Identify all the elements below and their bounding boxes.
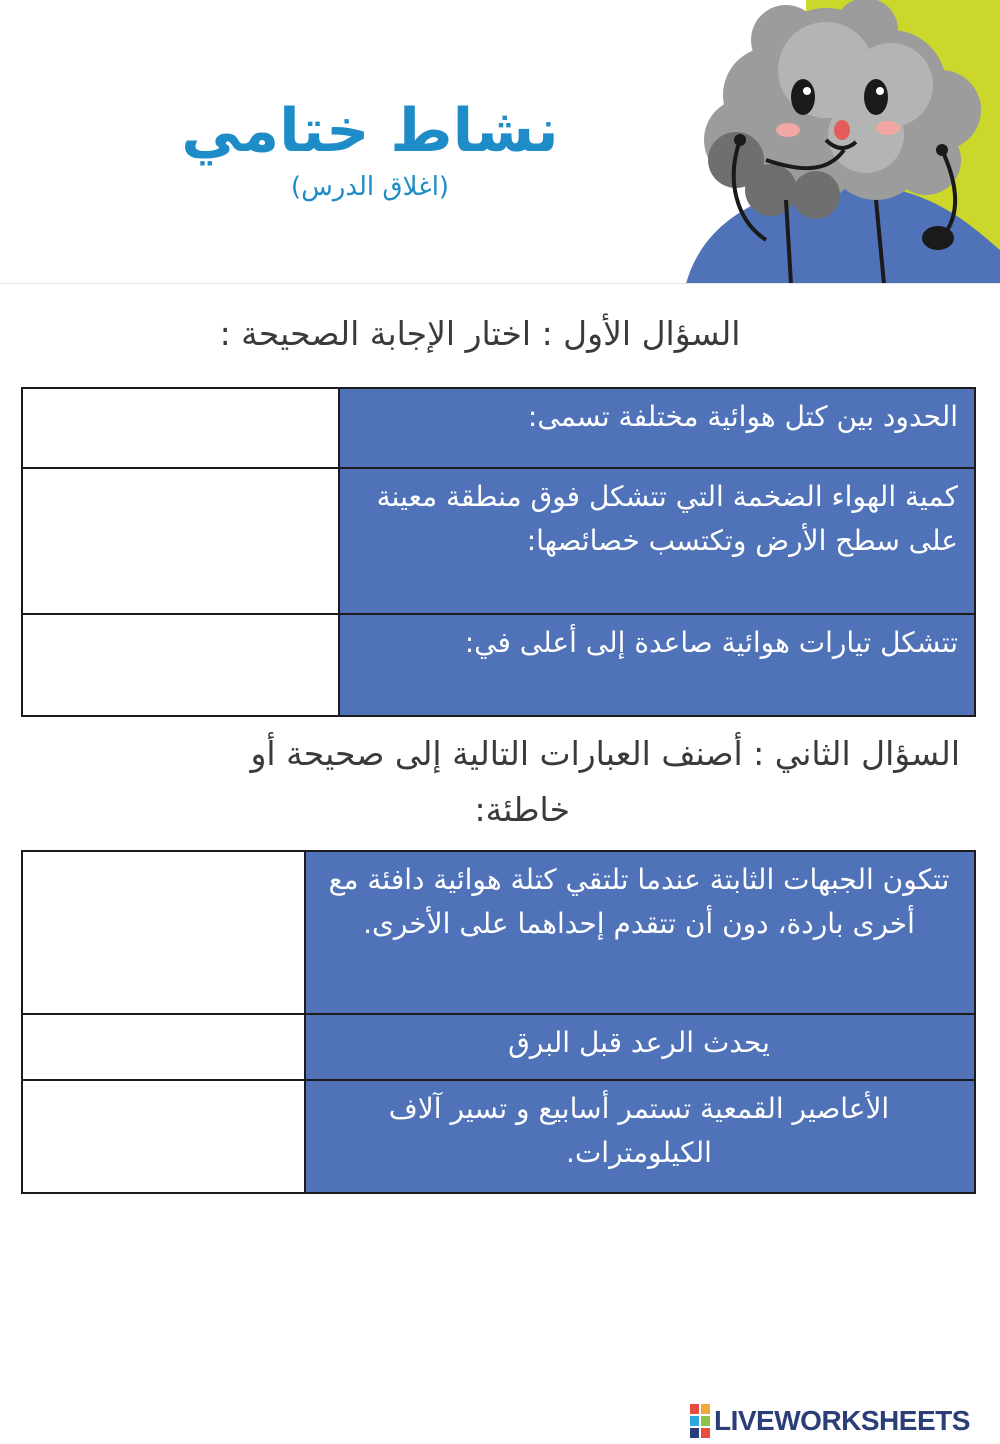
table-row <box>22 388 975 468</box>
question-1-table <box>21 387 976 717</box>
header-divider <box>0 283 1000 284</box>
table-row <box>22 468 975 614</box>
worksheet-header <box>0 0 1000 284</box>
table-row <box>22 1014 975 1080</box>
brand-name: LIVEWORKSHEETS <box>714 1405 970 1436</box>
question-text: الحدود بين كتل هوائية مختلفة تسمى: <box>339 388 975 468</box>
answer-field[interactable] <box>22 388 339 468</box>
statement-text: يحدث الرعد قبل البرق <box>305 1014 975 1080</box>
question-2-heading <box>30 726 960 838</box>
answer-field[interactable] <box>22 468 339 614</box>
worksheet-title: نشاط ختامي <box>181 96 559 166</box>
question-1-heading: السؤال الأول : اختار الإجابة الصحيحة : <box>219 314 741 353</box>
table-row <box>22 1080 975 1193</box>
table-row <box>22 614 975 716</box>
question-2-heading-line1: السؤال الثاني : أصنف العبارات التالية إلى صحيحة أو <box>250 734 960 773</box>
answer-field[interactable] <box>22 1014 305 1080</box>
question-text: تتشكل تيارات هوائية صاعدة إلى أعلى في: <box>339 614 975 716</box>
logo-icon <box>690 1404 710 1438</box>
liveworksheets-logo <box>690 1402 970 1440</box>
question-text: كمية الهواء الضخمة التي تتشكل فوق منطقة معينة على سطح الأرض وتكتسب خصائصها: <box>339 468 975 614</box>
answer-field[interactable] <box>22 614 339 716</box>
worksheet-subtitle: (اغلاق الدرس) <box>290 172 450 202</box>
answer-field[interactable] <box>22 1080 305 1193</box>
answer-field[interactable] <box>22 851 305 1014</box>
question-2-table <box>21 850 976 1194</box>
statement-text: تتكون الجبهات الثابتة عندما تلتقي كتلة هوائية دافئة مع أخرى باردة، دون أن تتقدم إحداهما على الأخرى. <box>305 851 975 1014</box>
statement-text: الأعاصير القمعية تستمر أسابيع و تسير آلاف الكيلومترات. <box>305 1080 975 1193</box>
table-row <box>22 851 975 1014</box>
brain-mascot-illustration <box>676 0 1000 284</box>
question-2-heading-line2: خاطئة: <box>474 790 570 829</box>
